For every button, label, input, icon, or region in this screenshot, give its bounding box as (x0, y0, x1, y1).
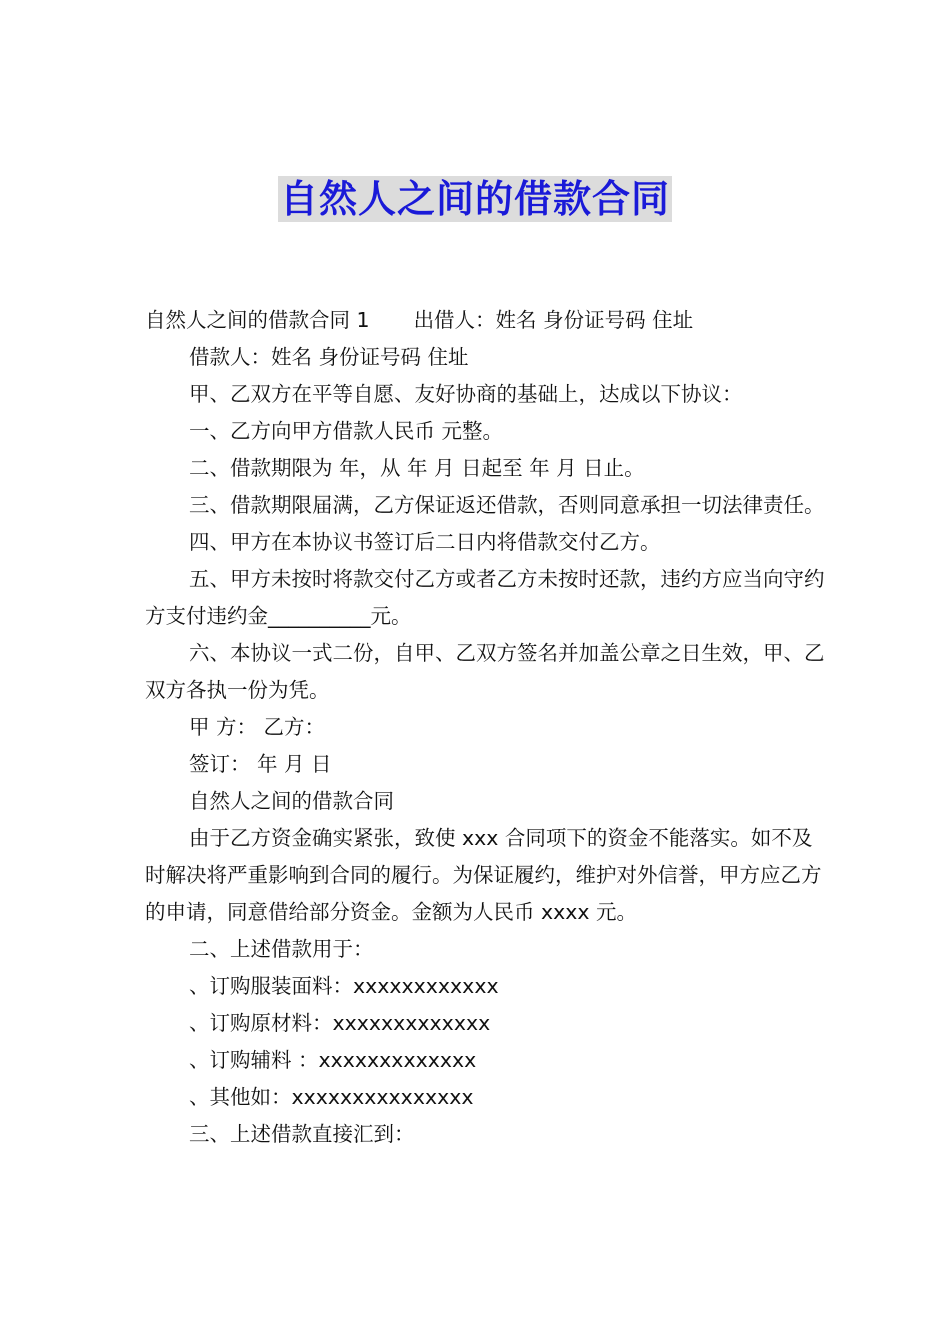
lender-line: 出借人：姓名 身份证号码 住址 (413, 308, 694, 332)
reason-paragraph: 由于乙方资金确实紧张，致使 xxx 合同项下的资金不能落实。如不及时解决将严重影响到合同的履行。为保证履约，维护对外信誉，甲方应乙方的申请，同意借给部分资金。金额为人民币 xxxx 元。 (145, 826, 822, 924)
clause-1: 一、乙方向甲方借款人民币 元整。 (189, 419, 504, 443)
clause-5: 五、甲方未按时将款交付乙方或者乙方未按时还款，违约方应当向守约方支付违约金__________元。 (145, 567, 825, 628)
preamble: 甲、乙双方在平等自愿、友好协商的基础上，达成以下协议： (189, 382, 743, 406)
clause-2: 二、借款期限为 年，从 年 月 日起至 年 月 日止。 (189, 456, 645, 480)
signing-date-line: 签订： 年 月 日 (189, 752, 332, 776)
borrower-line: 借款人：姓名 身份证号码 住址 (189, 345, 469, 369)
document-title: 自然人之间的借款合同 (279, 177, 670, 221)
usage-heading: 二、上述借款用于： (189, 937, 374, 961)
clause-6: 六、本协议一式二份，自甲、乙双方签名并加盖公章之日生效，甲、乙双方各执一份为凭。 (145, 641, 825, 702)
usage-item-other: 、其他如：xxxxxxxxxxxxxxx (189, 1085, 474, 1109)
clause-3: 三、借款期限届满，乙方保证返还借款，否则同意承担一切法律责任。 (189, 493, 825, 517)
document-body (145, 302, 825, 1153)
contract-heading-2: 自然人之间的借款合同 (189, 789, 394, 813)
usage-item-accessories: 、订购辅料 ：xxxxxxxxxxxxx (189, 1048, 477, 1072)
clause-4: 四、甲方在本协议书签订后二日内将借款交付乙方。 (189, 530, 661, 554)
parties-line: 甲 方： 乙方： (189, 715, 326, 739)
paragraph-1 (145, 302, 825, 339)
usage-item-fabric: 、订购服装面料：xxxxxxxxxxxx (189, 974, 499, 998)
title-container (0, 176, 950, 222)
contract-heading-1: 自然人之间的借款合同 1 (145, 308, 370, 332)
remittance-heading: 三、上述借款直接汇到： (189, 1122, 415, 1146)
usage-item-raw-material: 、订购原材料：xxxxxxxxxxxxx (189, 1011, 491, 1035)
